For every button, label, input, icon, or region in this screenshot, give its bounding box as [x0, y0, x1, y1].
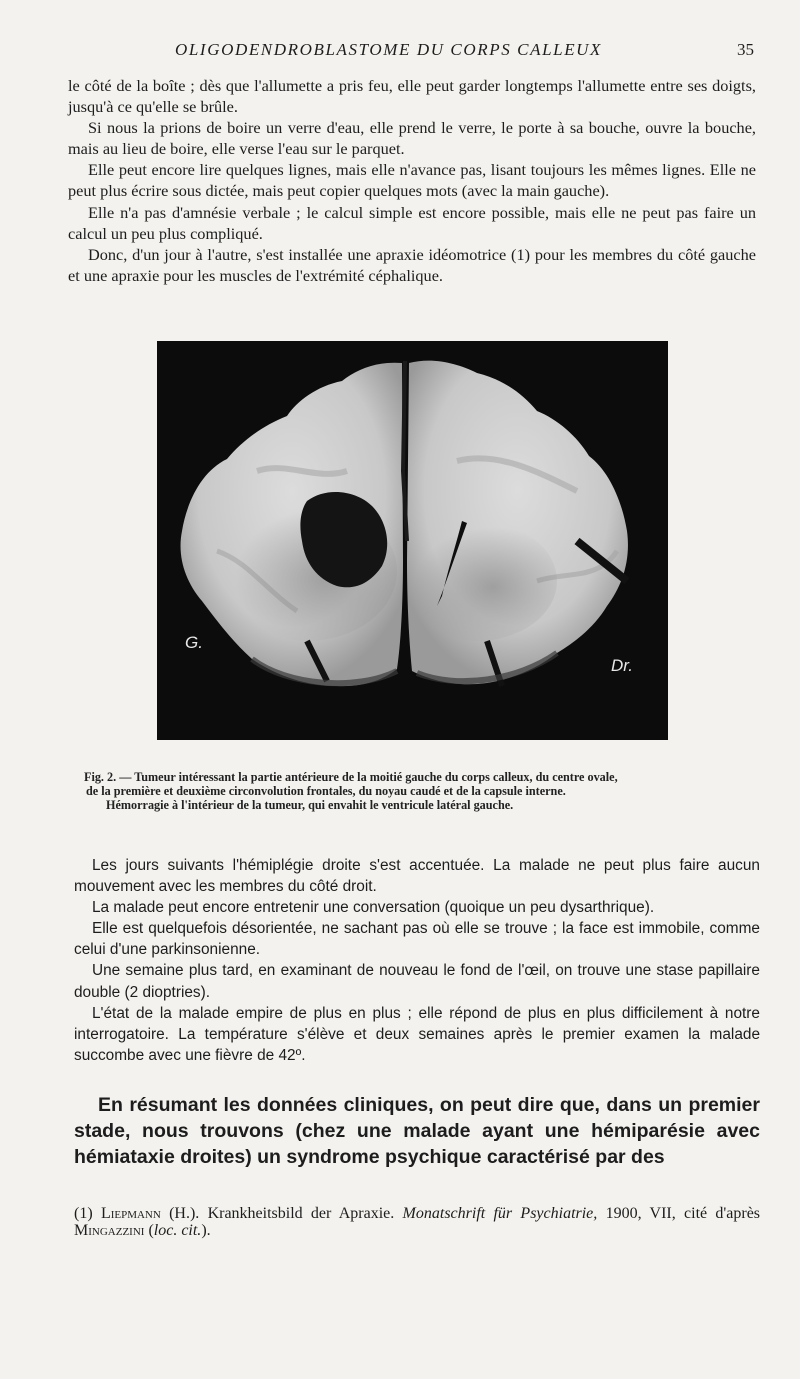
footnote: [74, 1205, 760, 1239]
paragraph: Les jours suivants l'hémiplégie droite s'est accentuée. La malade ne peut plus faire aucun mouvement avec les membres du côté droit.: [74, 857, 760, 896]
body-text-top: [68, 75, 756, 286]
paragraph: le côté de la boîte ; dès que l'allumette a pris feu, elle peut garder longtemps l'allumette entre ses doigts, jusqu'à ce qu'elle se brûle.: [68, 76, 756, 117]
page-number: 35: [737, 40, 754, 59]
footnote-author: Liepmann: [100, 1205, 161, 1222]
footnote-number: (1): [74, 1205, 101, 1222]
paragraph: Une semaine plus tard, en examinant de nouveau le fond de l'œil, on trouve une stase papillaire double (2 dioptries).: [74, 962, 760, 1001]
figure-label-right: Dr.: [611, 656, 634, 675]
running-header: [0, 40, 800, 64]
paragraph: L'état de la malade empire de plus en plus ; elle répond de plus en plus difficilement à notre interrogatoire. La température s'élève et deux semaines après le premier examen la malade succombe avec une fièvre de 42º.: [74, 1004, 760, 1064]
brain-section-image: [157, 341, 668, 740]
caption-line: de la première et deuxième circonvolution frontales, du noyau caudé et de la capsule interne.: [86, 784, 566, 798]
paragraph: La malade peut encore entretenir une conversation (quoique un peu dysarthrique).: [92, 899, 655, 917]
figure-caption: [84, 770, 744, 812]
caption-line: Fig. 2. — Tumeur intéressant la partie antérieure de la moitié gauche du corps calleux, du centre ovale,: [84, 770, 618, 784]
paragraph: Elle est quelquefois désorientée, ne sachant pas où elle se trouve ; la face est immobile, comme celui d'une parkinsonienne.: [74, 920, 760, 959]
footnote-journal: Monatschrift für Psychiatrie,: [402, 1205, 598, 1222]
paragraph: Elle peut encore lire quelques lignes, mais elle n'avance pas, lisant toujours les mêmes lignes. Elle ne peut plus écrire sous dictée, mais peut copier quelques mots (avec la main gauche).: [68, 160, 756, 201]
paragraph: Donc, d'un jour à l'autre, s'est installée une apraxie idéomotrice (1) pour les membres du côté gauche et une apraxie pour les muscles de l'extrémité céphalique.: [68, 244, 756, 285]
footnote-title: (H.). Krankheitsbild der Apraxie.: [160, 1205, 403, 1222]
footnote-year: 1900, VII, cité d'après: [597, 1205, 761, 1222]
brain-section-photograph: [157, 341, 668, 740]
footnote-cited-author: Mingazzini: [74, 1222, 145, 1239]
footnote-paren-close: ).: [201, 1222, 211, 1239]
running-title: OLIGODENDROBLASTOME DU CORPS CALLEUX: [175, 40, 603, 59]
footnote-paren-open: (: [144, 1222, 154, 1239]
figure-label-left: G.: [185, 633, 203, 652]
footnote-cited-ref: loc. cit.: [153, 1222, 202, 1239]
summary-paragraph: En résumant les données cliniques, on peut dire que, dans un premier stade, nous trouvons (chez une malade ayant une hémiparésie avec hémiataxie droites) un syndrome psychique caractérisé par des: [74, 1094, 760, 1168]
caption-line: Hémorragie à l'intérieur de la tumeur, qui envahit le ventricule latéral gauche.: [106, 798, 514, 812]
paragraph: Elle n'a pas d'amnésie verbale ; le calcul simple est encore possible, mais elle ne peut pas faire un calcul un peu plus compliqué.: [68, 202, 756, 243]
paragraph: Si nous la prions de boire un verre d'eau, elle prend le verre, le porte à sa bouche, ouvre la bouche, mais au lieu de boire, elle verse l'eau sur le parquet.: [68, 118, 756, 159]
body-text-bottom: [74, 855, 760, 1066]
